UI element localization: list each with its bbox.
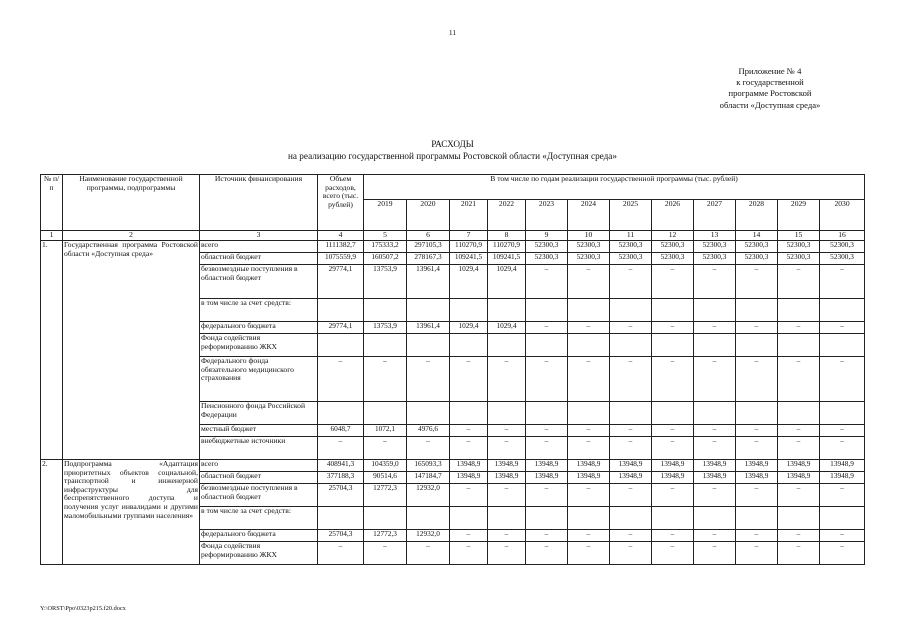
year-amount: – xyxy=(820,530,865,542)
year-amount xyxy=(820,334,865,357)
year-amount: 13948,9 xyxy=(694,460,736,472)
program-name: Подпрограмма «Адаптация приоритетных объектов социальной, транспортной и инженерной инфраструктуры для беспрепятственного доступа и получения услуг инвалидами и другими маломобильными группами населения» xyxy=(63,460,200,565)
column-number: 8 xyxy=(488,231,526,241)
year-amount: – xyxy=(568,425,610,437)
year-amount: – xyxy=(778,357,820,402)
year-amount xyxy=(736,299,778,322)
year-amount: 12772,3 xyxy=(364,484,407,507)
year-amount: 110270,9 xyxy=(450,241,488,253)
appendix-line: Приложение № 4 xyxy=(738,66,802,76)
year-amount: – xyxy=(488,530,526,542)
year-amount: – xyxy=(526,425,568,437)
year-amount: – xyxy=(778,530,820,542)
year-amount: – xyxy=(364,437,407,460)
total-amount xyxy=(318,507,364,530)
year-amount: 13948,9 xyxy=(610,472,652,484)
year-amount: 52300,3 xyxy=(694,253,736,265)
year-amount xyxy=(450,402,488,425)
funding-source: в том числе за счет средств: xyxy=(200,507,318,530)
year-amount xyxy=(736,402,778,425)
year-amount: – xyxy=(450,437,488,460)
expenses-table xyxy=(40,174,865,565)
year-amount xyxy=(820,299,865,322)
year-amount xyxy=(526,334,568,357)
funding-source: Фонда содействия реформированию ЖКХ xyxy=(200,334,318,357)
header-by-years: В том числе по годам реализации государственной программы (тыс. рублей) xyxy=(364,175,865,200)
year-amount: – xyxy=(488,437,526,460)
year-amount: 165093,3 xyxy=(407,460,450,472)
year-amount: – xyxy=(568,437,610,460)
year-amount: – xyxy=(820,357,865,402)
page-number: 11 xyxy=(448,28,457,37)
year-amount: 109241,5 xyxy=(488,253,526,265)
year-amount: 52300,3 xyxy=(610,253,652,265)
header-year: 2021 xyxy=(450,200,488,231)
year-amount: – xyxy=(364,542,407,565)
year-amount: – xyxy=(526,437,568,460)
year-amount: 13948,9 xyxy=(652,460,694,472)
total-amount: – xyxy=(318,542,364,565)
year-amount: – xyxy=(820,265,865,299)
funding-source: областной бюджет xyxy=(200,472,318,484)
column-number: 10 xyxy=(568,231,610,241)
year-amount: – xyxy=(694,357,736,402)
total-amount xyxy=(318,402,364,425)
year-amount xyxy=(652,507,694,530)
funding-source: областной бюджет xyxy=(200,253,318,265)
year-amount xyxy=(526,507,568,530)
year-amount xyxy=(736,334,778,357)
year-amount: 13948,9 xyxy=(526,460,568,472)
year-amount xyxy=(778,334,820,357)
year-amount: – xyxy=(652,542,694,565)
year-amount: 52300,3 xyxy=(736,253,778,265)
year-amount: 278167,3 xyxy=(407,253,450,265)
year-amount: 52300,3 xyxy=(568,253,610,265)
year-amount xyxy=(694,334,736,357)
year-amount: – xyxy=(778,265,820,299)
year-amount: 1029,4 xyxy=(450,265,488,299)
year-amount xyxy=(488,507,526,530)
column-number: 15 xyxy=(778,231,820,241)
column-number: 14 xyxy=(736,231,778,241)
year-amount xyxy=(488,402,526,425)
year-amount: – xyxy=(736,437,778,460)
year-amount xyxy=(364,334,407,357)
year-amount xyxy=(450,507,488,530)
year-amount xyxy=(694,299,736,322)
year-amount: 12932,0 xyxy=(407,484,450,507)
year-amount: 13948,9 xyxy=(736,472,778,484)
year-amount: 52300,3 xyxy=(694,241,736,253)
total-amount xyxy=(318,299,364,322)
year-amount: 13948,9 xyxy=(526,472,568,484)
year-amount: – xyxy=(736,484,778,507)
year-amount xyxy=(736,507,778,530)
total-amount: – xyxy=(318,357,364,402)
year-amount: 13948,9 xyxy=(568,460,610,472)
total-amount: 25704,3 xyxy=(318,530,364,542)
year-amount: 13948,9 xyxy=(568,472,610,484)
year-amount: – xyxy=(736,425,778,437)
year-amount xyxy=(820,402,865,425)
year-amount xyxy=(694,507,736,530)
year-amount: – xyxy=(568,530,610,542)
year-amount: – xyxy=(778,484,820,507)
year-amount: – xyxy=(488,425,526,437)
year-amount: – xyxy=(652,265,694,299)
year-amount xyxy=(568,334,610,357)
program-name: Государственная программа Ростовской области «Доступная среда» xyxy=(63,241,200,460)
year-amount: 52300,3 xyxy=(820,253,865,265)
year-amount xyxy=(568,507,610,530)
year-amount xyxy=(778,507,820,530)
year-amount: 13948,9 xyxy=(450,472,488,484)
funding-source: Пенсионного фонда Российской Федерации xyxy=(200,402,318,425)
total-amount: 25704,3 xyxy=(318,484,364,507)
total-amount: 29774,1 xyxy=(318,322,364,334)
year-amount: 13948,9 xyxy=(778,460,820,472)
year-amount: – xyxy=(610,322,652,334)
year-amount: 110270,9 xyxy=(488,241,526,253)
year-amount: – xyxy=(694,425,736,437)
year-amount xyxy=(407,299,450,322)
year-amount: – xyxy=(778,322,820,334)
year-amount: – xyxy=(407,437,450,460)
year-amount: – xyxy=(488,542,526,565)
year-amount: 13961,4 xyxy=(407,265,450,299)
year-amount xyxy=(610,334,652,357)
year-amount: – xyxy=(364,357,407,402)
year-amount: 52300,3 xyxy=(610,241,652,253)
year-amount xyxy=(450,334,488,357)
column-number: 7 xyxy=(450,231,488,241)
year-amount: – xyxy=(407,542,450,565)
total-amount: – xyxy=(318,437,364,460)
year-amount: – xyxy=(694,265,736,299)
year-amount: – xyxy=(778,437,820,460)
year-amount: – xyxy=(568,357,610,402)
year-amount: – xyxy=(694,530,736,542)
year-amount: 13753,9 xyxy=(364,265,407,299)
year-amount: 1029,4 xyxy=(488,322,526,334)
year-amount xyxy=(364,402,407,425)
year-amount xyxy=(652,299,694,322)
year-amount: 52300,3 xyxy=(778,253,820,265)
year-amount xyxy=(568,299,610,322)
funding-source: всего xyxy=(200,460,318,472)
year-amount: – xyxy=(652,425,694,437)
year-amount: – xyxy=(736,265,778,299)
header-source: Источник финансирования xyxy=(200,175,318,231)
header-name: Наименование государственной программы, подпрограммы xyxy=(63,175,200,231)
year-amount: – xyxy=(610,357,652,402)
year-amount: – xyxy=(610,425,652,437)
year-amount: – xyxy=(526,530,568,542)
year-amount: – xyxy=(820,322,865,334)
header-year: 2022 xyxy=(488,200,526,231)
year-amount: 13948,9 xyxy=(610,460,652,472)
year-amount: 13948,9 xyxy=(450,460,488,472)
column-number: 4 xyxy=(318,231,364,241)
year-amount: – xyxy=(488,357,526,402)
header-year: 2030 xyxy=(820,200,865,231)
year-amount: – xyxy=(652,322,694,334)
year-amount xyxy=(526,402,568,425)
header-year: 2028 xyxy=(736,200,778,231)
program-number: 2. xyxy=(41,460,63,565)
year-amount: – xyxy=(526,484,568,507)
funding-source: федерального бюджета xyxy=(200,530,318,542)
funding-source: в том числе за счет средств: xyxy=(200,299,318,322)
year-amount: 52300,3 xyxy=(526,241,568,253)
column-number: 11 xyxy=(610,231,652,241)
year-amount: 52300,3 xyxy=(568,241,610,253)
year-amount: 175333,2 xyxy=(364,241,407,253)
year-amount: 52300,3 xyxy=(778,241,820,253)
year-amount xyxy=(488,299,526,322)
total-amount: 377188,3 xyxy=(318,472,364,484)
year-amount xyxy=(610,402,652,425)
year-amount: – xyxy=(736,542,778,565)
year-amount: 13948,9 xyxy=(820,460,865,472)
program-number: 1. xyxy=(41,241,63,460)
year-amount: 1029,4 xyxy=(450,322,488,334)
year-amount: 109241,5 xyxy=(450,253,488,265)
header-year: 2024 xyxy=(568,200,610,231)
document-subtitle: на реализацию государственной программы Ростовской области «Доступная среда» xyxy=(288,150,617,161)
funding-source: безвозмездные поступления в областной бюджет xyxy=(200,265,318,299)
appendix-line: области «Доступная среда» xyxy=(719,99,821,110)
year-amount: 297105,3 xyxy=(407,241,450,253)
year-amount xyxy=(407,334,450,357)
header-year: 2029 xyxy=(778,200,820,231)
funding-source: местный бюджет xyxy=(200,425,318,437)
year-amount: – xyxy=(610,437,652,460)
funding-source: всего xyxy=(200,241,318,253)
total-amount xyxy=(318,334,364,357)
year-amount: – xyxy=(694,322,736,334)
year-amount xyxy=(694,402,736,425)
column-numbers-row xyxy=(41,231,865,241)
year-amount xyxy=(364,507,407,530)
year-amount: – xyxy=(652,357,694,402)
year-amount: 13948,9 xyxy=(778,472,820,484)
year-amount: 13753,9 xyxy=(364,322,407,334)
column-number: 1 xyxy=(41,231,63,241)
funding-source: Федерального фонда обязательного медицинского страхования xyxy=(200,357,318,402)
year-amount: 147184,7 xyxy=(407,472,450,484)
year-amount: 12932,0 xyxy=(407,530,450,542)
total-amount: 6048,7 xyxy=(318,425,364,437)
year-amount: – xyxy=(820,437,865,460)
header-total: Объем расходов, всего (тыс. рублей) xyxy=(318,175,364,231)
year-amount: – xyxy=(820,484,865,507)
year-amount: – xyxy=(568,322,610,334)
document-title: РАСХОДЫ xyxy=(431,139,474,149)
year-amount: – xyxy=(736,530,778,542)
year-amount: – xyxy=(450,425,488,437)
year-amount: – xyxy=(610,484,652,507)
table-body xyxy=(41,241,865,565)
appendix-caption xyxy=(700,66,840,111)
funding-source: федерального бюджета xyxy=(200,322,318,334)
year-amount: – xyxy=(450,484,488,507)
funding-source: безвозмездные поступления в областной бюджет xyxy=(200,484,318,507)
year-amount: – xyxy=(568,484,610,507)
total-amount: 1111382,7 xyxy=(318,241,364,253)
year-amount: – xyxy=(568,542,610,565)
year-amount xyxy=(364,299,407,322)
header-year: 2026 xyxy=(652,200,694,231)
year-amount: – xyxy=(450,357,488,402)
year-amount: – xyxy=(736,357,778,402)
total-amount: 1075559,9 xyxy=(318,253,364,265)
year-amount: 52300,3 xyxy=(820,241,865,253)
column-number: 16 xyxy=(820,231,865,241)
total-amount: 29774,1 xyxy=(318,265,364,299)
header-year: 2019 xyxy=(364,200,407,231)
year-amount: – xyxy=(526,265,568,299)
year-amount: – xyxy=(736,322,778,334)
header-year: 2023 xyxy=(526,200,568,231)
year-amount: 13948,9 xyxy=(736,460,778,472)
year-amount: – xyxy=(526,322,568,334)
year-amount: 52300,3 xyxy=(652,253,694,265)
year-amount xyxy=(778,299,820,322)
year-amount: – xyxy=(526,542,568,565)
header-year: 2020 xyxy=(407,200,450,231)
year-amount xyxy=(610,507,652,530)
year-amount: 13948,9 xyxy=(488,460,526,472)
year-amount: – xyxy=(652,530,694,542)
year-amount xyxy=(407,402,450,425)
year-amount xyxy=(488,334,526,357)
year-amount: 13948,9 xyxy=(488,472,526,484)
year-amount: – xyxy=(778,425,820,437)
header-year: 2027 xyxy=(694,200,736,231)
year-amount: – xyxy=(610,542,652,565)
year-amount: – xyxy=(694,484,736,507)
file-path-footer: Y:\ORST\Ppo\0323p215.f20.docx xyxy=(40,605,126,612)
year-amount: – xyxy=(526,357,568,402)
appendix-line: к государственной xyxy=(736,77,804,88)
year-amount xyxy=(610,299,652,322)
column-number: 12 xyxy=(652,231,694,241)
year-amount: 1072,1 xyxy=(364,425,407,437)
table-row xyxy=(41,460,865,472)
year-amount: 4976,6 xyxy=(407,425,450,437)
column-number: 6 xyxy=(407,231,450,241)
year-amount: 13961,4 xyxy=(407,322,450,334)
column-number: 13 xyxy=(694,231,736,241)
appendix-line: программе Ростовской xyxy=(728,88,812,99)
year-amount xyxy=(652,402,694,425)
column-number: 3 xyxy=(200,231,318,241)
year-amount: – xyxy=(610,265,652,299)
year-amount: – xyxy=(694,437,736,460)
year-amount: 1029,4 xyxy=(488,265,526,299)
year-amount: 12772,3 xyxy=(364,530,407,542)
column-number: 2 xyxy=(63,231,200,241)
year-amount: – xyxy=(694,542,736,565)
year-amount: – xyxy=(652,484,694,507)
column-number: 9 xyxy=(526,231,568,241)
year-amount xyxy=(778,402,820,425)
year-amount: 13948,9 xyxy=(820,472,865,484)
year-amount: 52300,3 xyxy=(526,253,568,265)
year-amount: 13948,9 xyxy=(652,472,694,484)
year-amount xyxy=(820,507,865,530)
year-amount: – xyxy=(778,542,820,565)
header-year: 2025 xyxy=(610,200,652,231)
year-amount: – xyxy=(820,542,865,565)
year-amount: 52300,3 xyxy=(736,241,778,253)
year-amount: – xyxy=(610,530,652,542)
column-number: 5 xyxy=(364,231,407,241)
year-amount: 13948,9 xyxy=(694,472,736,484)
year-amount xyxy=(568,402,610,425)
total-amount: 408941,3 xyxy=(318,460,364,472)
year-amount xyxy=(652,334,694,357)
document-title-block xyxy=(0,139,905,162)
year-amount: 52300,3 xyxy=(652,241,694,253)
year-amount: 90514,6 xyxy=(364,472,407,484)
year-amount: – xyxy=(450,542,488,565)
year-amount: – xyxy=(407,357,450,402)
year-amount: – xyxy=(820,425,865,437)
year-amount: – xyxy=(450,530,488,542)
header-num: № п/п xyxy=(41,175,63,231)
table-row xyxy=(41,241,865,253)
year-amount: – xyxy=(568,265,610,299)
year-amount xyxy=(526,299,568,322)
year-amount: – xyxy=(488,484,526,507)
funding-source: внебюджетные источники xyxy=(200,437,318,460)
year-amount: 104359,0 xyxy=(364,460,407,472)
year-amount xyxy=(450,299,488,322)
year-amount: 160507,2 xyxy=(364,253,407,265)
funding-source: Фонда содействия реформированию ЖКХ xyxy=(200,542,318,565)
year-amount: – xyxy=(652,437,694,460)
year-amount xyxy=(407,507,450,530)
